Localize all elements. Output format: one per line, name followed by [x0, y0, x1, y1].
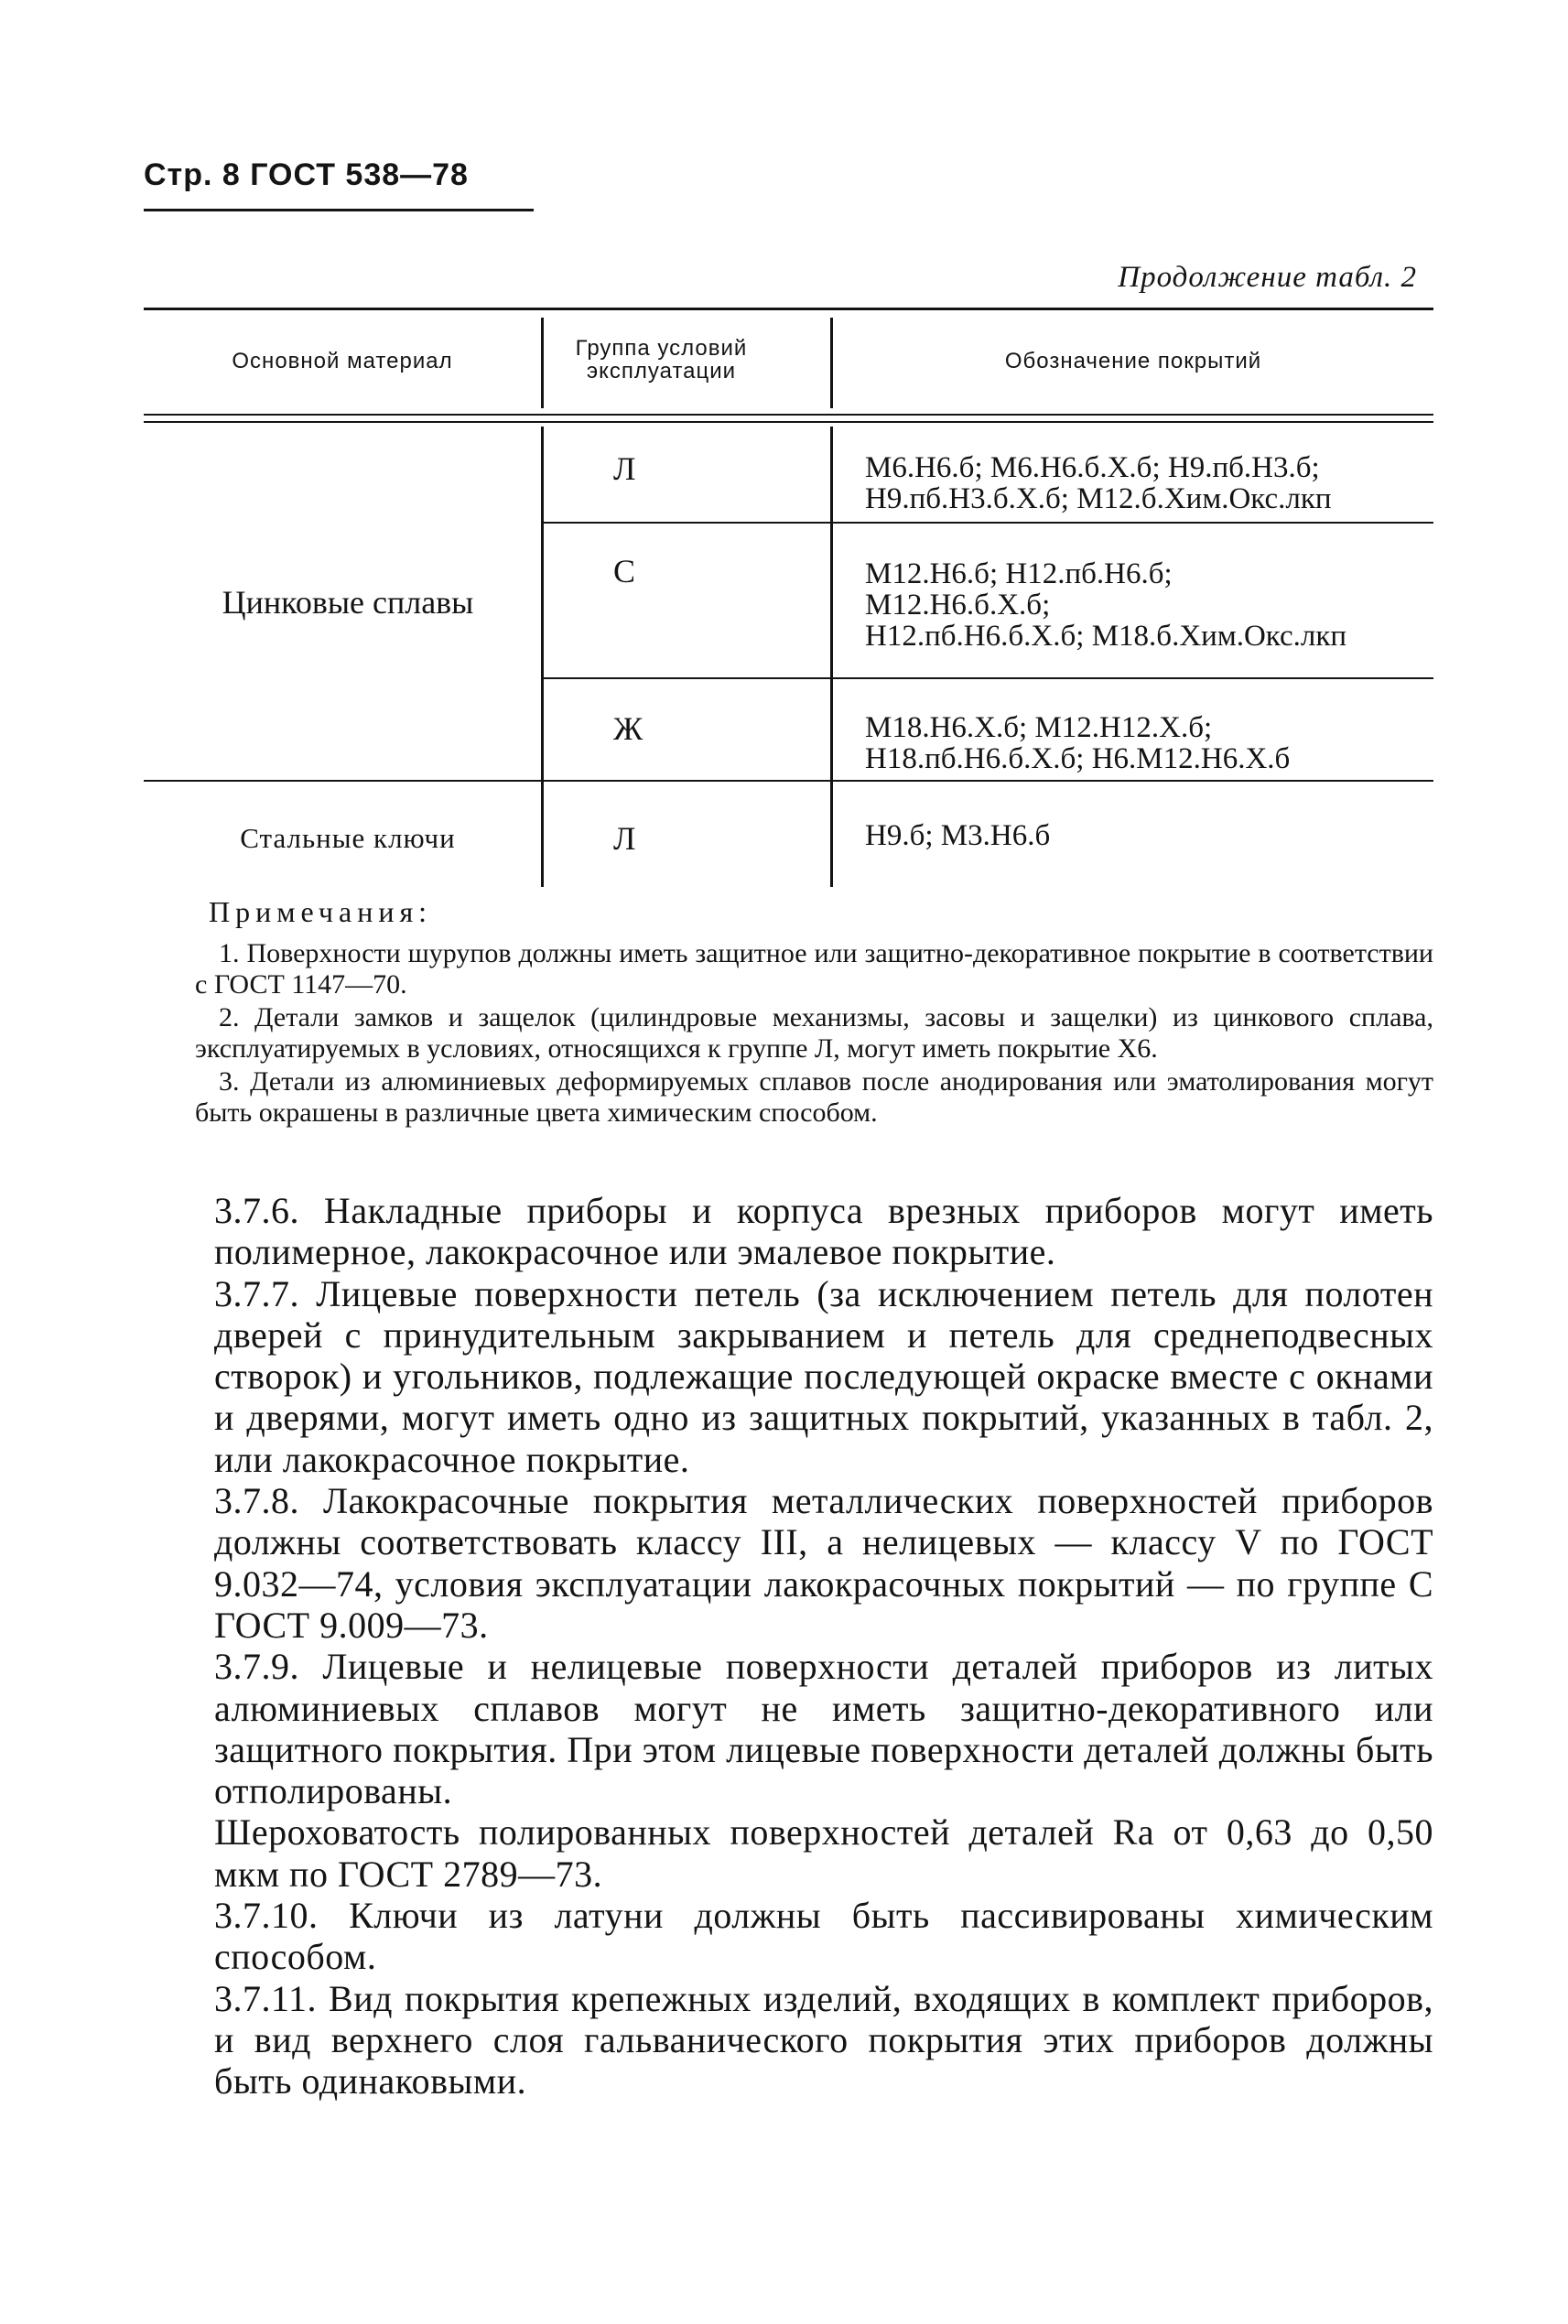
paragraph: 3.7.9. Лицевые и нелицевые поверхности деталей приборов из литых алюминиевых сплавов могут не иметь защитно-декоративного или защитного покрытия. При этом лицевые поверхности деталей должны быть отполированы. — [214, 1646, 1433, 1812]
header-rule — [144, 209, 534, 211]
paragraph: 3.7.8. Лакокрасочные покрытия металлических поверхностей приборов должны соответствовать классу III, а нелицевых — классу V по ГОСТ 9.032—74, условия эксплуатации лакокрасочных покрытий — по группе С ГОСТ 9.009—73. — [214, 1480, 1433, 1646]
paragraph: Шероховатость полированных поверхностей деталей Ra от 0,63 до 0,50 мкм по ГОСТ 2789—73. — [214, 1811, 1433, 1895]
body-divider-2 — [830, 427, 833, 887]
coating-cell: М18.Н6.Х.б; М12.Н12.Х.б; Н18.пб.Н6.б.Х.б; Н6.М12.Н6.Х.б — [865, 711, 1291, 775]
header-group: Группа условий эксплуатации — [575, 336, 748, 384]
note-item: 1. Поверхности шурупов должны иметь защитное или защитно-декоративное покрытие в соответствии с ГОСТ 1147—70. — [195, 938, 1433, 1000]
coating-cell: Н9.б; М3.Н6.б — [865, 819, 1051, 852]
row-rule-1 — [541, 522, 1433, 524]
body-divider-1 — [541, 427, 544, 887]
header-material: Основной материал — [232, 349, 453, 373]
group-cell: Л — [613, 450, 636, 487]
table-continuation-label: Продолжение табл. 2 — [1118, 261, 1417, 294]
row-rule-2 — [541, 677, 1433, 679]
paragraph: 3.7.11. Вид покрытия крепежных изделий, входящих в комплект приборов, и вид верхнего слоя гальванического покрытия этих приборов должны быть одинаковыми. — [214, 1977, 1433, 2102]
notes-title: Примечания: — [209, 895, 433, 928]
coating-cell: М6.Н6.б; М6.Н6.б.Х.б; Н9.пб.Н3.б; Н9.пб.Н3.б.Х.б; М12.б.Хим.Окс.лкп — [865, 451, 1332, 515]
paragraph: 3.7.6. Накладные приборы и корпуса врезных приборов могут иметь полимерное, лакокрасочное или эмалевое покрытие. — [214, 1190, 1433, 1273]
notes — [195, 938, 1433, 1130]
material-cell: Стальные ключи — [240, 822, 456, 854]
paragraph: 3.7.10. Ключи из латуни должны быть пассивированы химическим способом. — [214, 1895, 1433, 1978]
paragraph: 3.7.7. Лицевые поверхности петель (за исключением петель для полотен дверей с принудительным закрыванием и петель для среднеподвесных створок) и угольников, подлежащие последующей окраске вместе с окнами и дверями, могут иметь одно из защитных покрытий, указанных в табл. 2, или лакокрасочное покрытие. — [214, 1272, 1433, 1480]
note-item: 3. Детали из алюминиевых деформируемых сплавов после анодирования или эматолирования могут быть окрашены в различные цвета химическим способом. — [195, 1066, 1433, 1128]
group-cell: Л — [613, 820, 636, 857]
page-header: Стр. 8 ГОСТ 538—78 — [144, 157, 469, 192]
group-cell: С — [613, 553, 636, 589]
row-rule-3 — [144, 780, 1433, 782]
group-cell: Ж — [613, 710, 643, 747]
table-header-rule-1 — [144, 414, 1433, 416]
header-coating: Обозначение покрытий — [1004, 349, 1262, 373]
table-header-rule-2 — [144, 421, 1433, 423]
coating-cell: М12.Н6.б; Н12.пб.Н6.б; М12.Н6.б.Х.б; Н12.пб.Н6.б.Х.б; М18.б.Хим.Окс.лкп — [865, 557, 1347, 653]
header-divider-1 — [541, 318, 544, 408]
body-text — [214, 1190, 1433, 2102]
note-item: 2. Детали замков и защелок (цилиндровые механизмы, засовы и защелки) из цинкового сплава, эксплуатируемых в условиях, относящихся к группе Л, могут иметь покрытие Х6. — [195, 1002, 1433, 1064]
material-cell: Цинковые сплавы — [222, 584, 474, 621]
table-top-rule — [144, 308, 1433, 310]
